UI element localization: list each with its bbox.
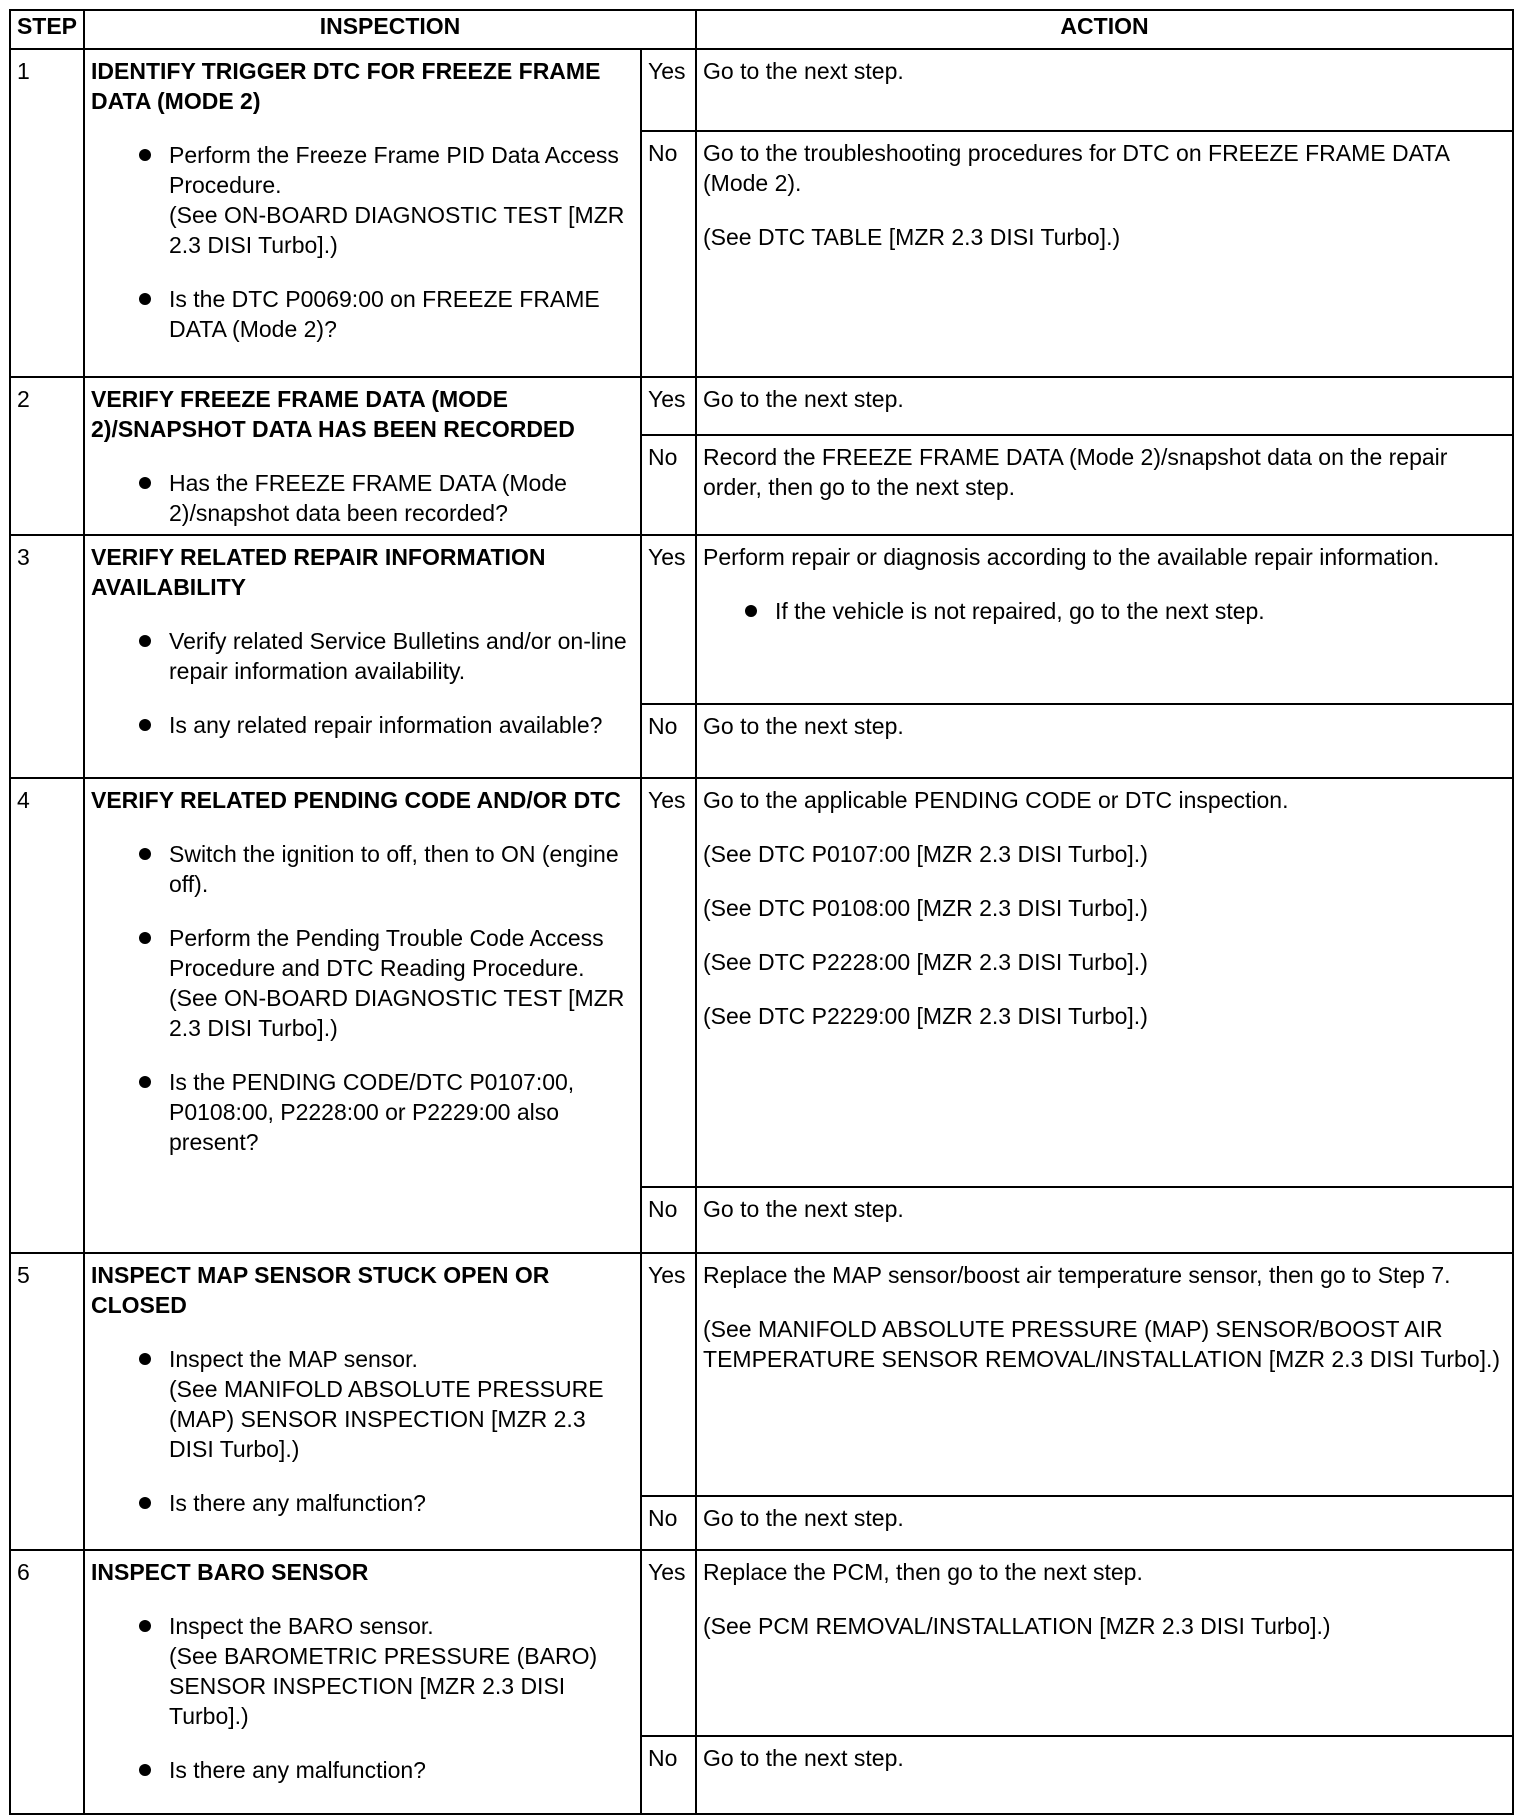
no-label: No: [641, 704, 696, 778]
action-reference: (See DTC TABLE [MZR 2.3 DISI Turbo].): [703, 224, 1121, 250]
step-number: 3: [10, 535, 84, 778]
step-3-inspection: [84, 535, 641, 778]
step-5-no-action: Go to the next step.: [696, 1496, 1513, 1550]
step-title: VERIFY FREEZE FRAME DATA (MODE 2)/SNAPSHOT DATA HAS BEEN RECORDED: [91, 386, 575, 442]
no-label: No: [641, 435, 696, 535]
step-title: VERIFY RELATED REPAIR INFORMATION AVAILABILITY: [91, 544, 546, 600]
step-title: INSPECT MAP SENSOR STUCK OPEN OR CLOSED: [91, 1262, 550, 1318]
step-2-no-action: Record the FREEZE FRAME DATA (Mode 2)/snapshot data on the repair order, then go to the next step.: [696, 435, 1513, 535]
step-5-yes-action: [696, 1253, 1513, 1496]
yes-label: Yes: [641, 778, 696, 1187]
action-text: Replace the MAP sensor/boost air temperature sensor, then go to Step 7.: [703, 1262, 1451, 1288]
header-inspection: INSPECTION: [84, 10, 696, 49]
inspection-reference: (See ON-BOARD DIAGNOSTIC TEST [MZR 2.3 DISI Turbo].): [169, 985, 625, 1041]
inspection-bullet: Verify related Service Bulletins and/or on-line repair information availability.: [139, 626, 632, 686]
yes-label: Yes: [641, 535, 696, 704]
step-3-no-action: Go to the next step.: [696, 704, 1513, 778]
yes-label: Yes: [641, 1253, 696, 1496]
step-4-no-action: Go to the next step.: [696, 1187, 1513, 1253]
inspection-bullet: Inspect the MAP sensor.: [139, 1344, 632, 1374]
step-4-yes-action: [696, 778, 1513, 1187]
inspection-reference: (See ON-BOARD DIAGNOSTIC TEST [MZR 2.3 DISI Turbo].): [169, 202, 625, 258]
no-label: No: [641, 1736, 696, 1814]
action-text: Replace the PCM, then go to the next step.: [703, 1559, 1143, 1585]
step-number: 5: [10, 1253, 84, 1550]
action-reference: (See PCM REMOVAL/INSTALLATION [MZR 2.3 DISI Turbo].): [703, 1613, 1331, 1639]
action-reference: (See DTC P0108:00 [MZR 2.3 DISI Turbo].): [703, 895, 1148, 921]
step-5-inspection: [84, 1253, 641, 1550]
action-reference: (See DTC P2229:00 [MZR 2.3 DISI Turbo].): [703, 1003, 1148, 1029]
inspection-bullet: Perform the Freeze Frame PID Data Access Procedure.: [139, 140, 632, 200]
step-1-yes-action: Go to the next step.: [696, 49, 1513, 131]
inspection-reference: (See BAROMETRIC PRESSURE (BARO) SENSOR INSPECTION [MZR 2.3 DISI Turbo].): [169, 1643, 598, 1729]
diagnostic-procedure-table: [9, 9, 1514, 1815]
step-number: 2: [10, 377, 84, 535]
action-text: Go to the applicable PENDING CODE or DTC inspection.: [703, 787, 1289, 813]
inspection-bullet: Is any related repair information available?: [139, 710, 632, 740]
inspection-bullet: Has the FREEZE FRAME DATA (Mode 2)/snapshot data been recorded?: [139, 468, 632, 528]
table-header-row: [10, 10, 1513, 49]
step-4-inspection: [84, 778, 641, 1253]
yes-label: Yes: [641, 49, 696, 131]
action-bullet: If the vehicle is not repaired, go to the next step.: [745, 596, 1506, 626]
step-title: IDENTIFY TRIGGER DTC FOR FREEZE FRAME DATA (MODE 2): [91, 58, 601, 114]
step-2-inspection: [84, 377, 641, 535]
action-reference: (See MANIFOLD ABSOLUTE PRESSURE (MAP) SENSOR/BOOST AIR TEMPERATURE SENSOR REMOVAL/INSTALLATION [MZR 2.3 DISI Turbo].): [703, 1316, 1501, 1372]
inspection-bullet: Is the DTC P0069:00 on FREEZE FRAME DATA (Mode 2)?: [139, 284, 632, 344]
yes-label: Yes: [641, 1550, 696, 1736]
step-5-yes-row: [10, 1253, 1513, 1496]
header-step: STEP: [10, 10, 84, 49]
action-reference: (See DTC P0107:00 [MZR 2.3 DISI Turbo].): [703, 841, 1148, 867]
no-label: No: [641, 1187, 696, 1253]
step-title: INSPECT BARO SENSOR: [91, 1559, 369, 1585]
inspection-bullet: Inspect the BARO sensor.: [139, 1611, 632, 1641]
step-3-yes-row: [10, 535, 1513, 704]
step-1-yes-row: [10, 49, 1513, 131]
step-6-inspection: [84, 1550, 641, 1814]
action-text: Perform repair or diagnosis according to the available repair information.: [703, 544, 1440, 570]
no-label: No: [641, 131, 696, 377]
step-2-yes-row: [10, 377, 1513, 435]
step-3-yes-action: [696, 535, 1513, 704]
step-title: VERIFY RELATED PENDING CODE AND/OR DTC: [91, 787, 621, 813]
step-number: 6: [10, 1550, 84, 1814]
inspection-reference: (See MANIFOLD ABSOLUTE PRESSURE (MAP) SENSOR INSPECTION [MZR 2.3 DISI Turbo].): [169, 1376, 604, 1462]
step-2-yes-action: Go to the next step.: [696, 377, 1513, 435]
step-1-no-action: [696, 131, 1513, 377]
inspection-bullet: Is there any malfunction?: [139, 1755, 632, 1785]
action-text: Go to the troubleshooting procedures for DTC on FREEZE FRAME DATA (Mode 2).: [703, 140, 1449, 196]
inspection-bullet: Is there any malfunction?: [139, 1488, 632, 1518]
no-label: No: [641, 1496, 696, 1550]
inspection-bullet: Is the PENDING CODE/DTC P0107:00, P0108:00, P2228:00 or P2229:00 also present?: [139, 1067, 632, 1157]
step-6-yes-action: [696, 1550, 1513, 1736]
step-number: 4: [10, 778, 84, 1253]
step-number: 1: [10, 49, 84, 377]
step-6-no-action: Go to the next step.: [696, 1736, 1513, 1814]
step-4-yes-row: [10, 778, 1513, 1187]
step-1-inspection: [84, 49, 641, 377]
inspection-bullet: Switch the ignition to off, then to ON (engine off).: [139, 839, 632, 899]
step-6-yes-row: [10, 1550, 1513, 1736]
action-reference: (See DTC P2228:00 [MZR 2.3 DISI Turbo].): [703, 949, 1148, 975]
header-action: ACTION: [696, 10, 1513, 49]
yes-label: Yes: [641, 377, 696, 435]
inspection-bullet: Perform the Pending Trouble Code Access Procedure and DTC Reading Procedure.: [139, 923, 632, 983]
